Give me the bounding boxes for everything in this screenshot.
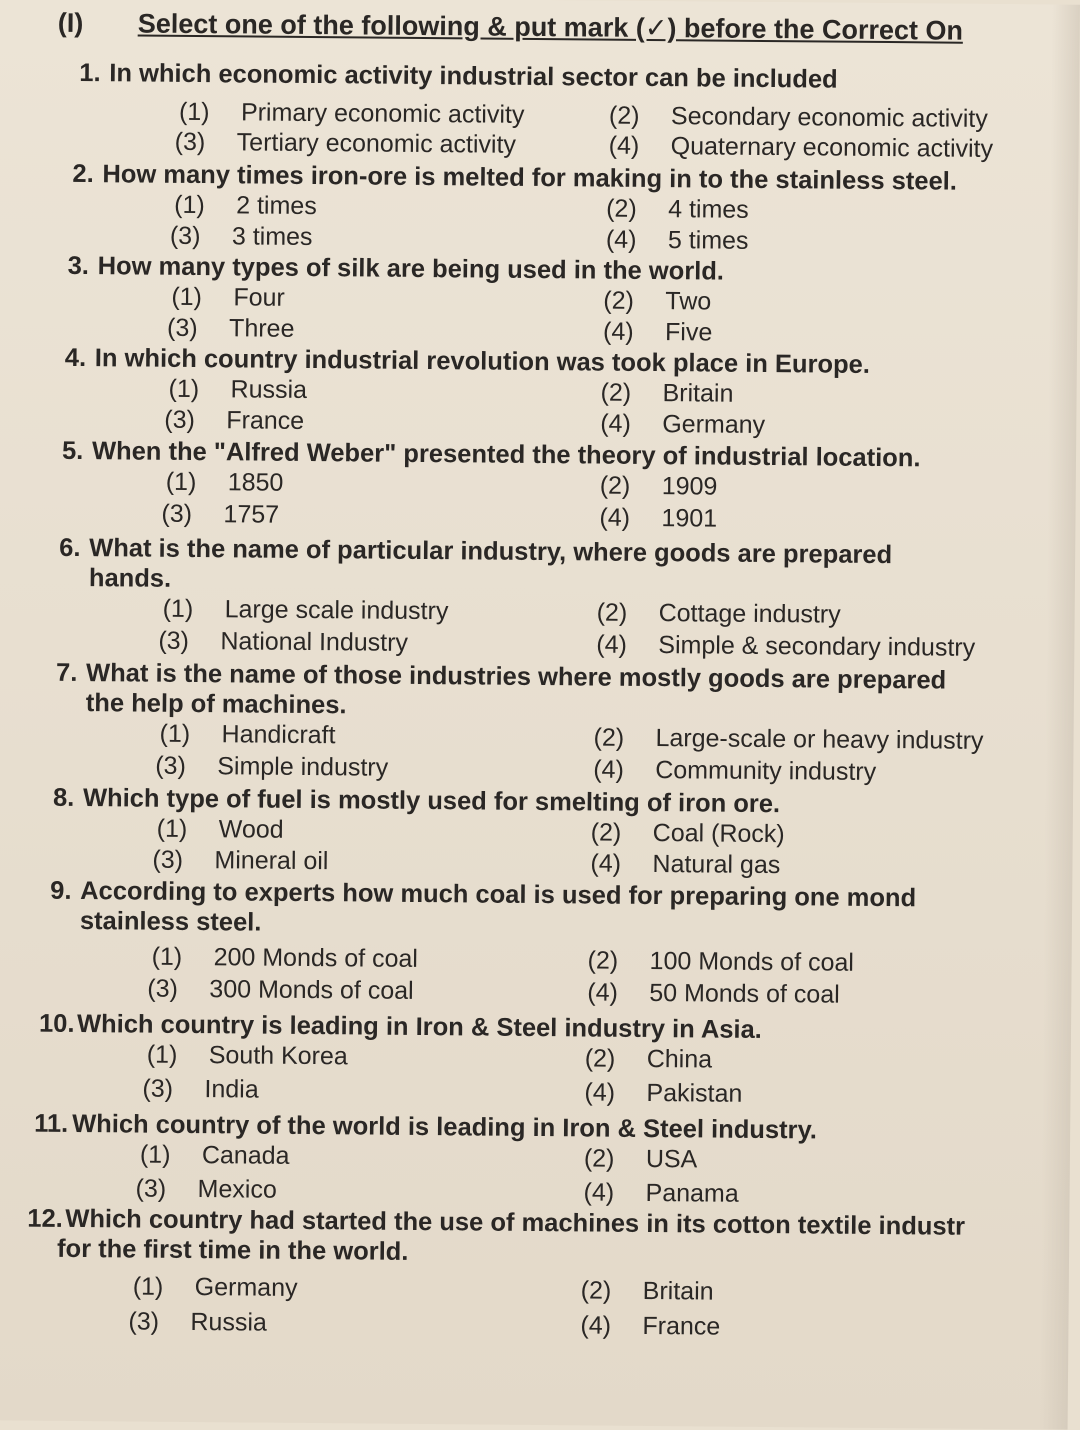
option-number: (3) <box>155 751 186 780</box>
option-label: Russia <box>190 1308 267 1337</box>
option-label: Panama <box>645 1178 739 1208</box>
option-number: (3) <box>158 626 190 655</box>
option-label: India <box>204 1075 259 1104</box>
option-number: (4) <box>590 849 622 878</box>
option-label: Germany <box>194 1273 298 1302</box>
answer-option[interactable] <box>164 405 304 436</box>
option-label: Three <box>229 314 295 343</box>
question-number: 9. <box>50 876 72 905</box>
option-number: (2) <box>587 946 619 975</box>
answer-option[interactable] <box>609 101 988 134</box>
question-stem-continued: for the first time in the world. <box>56 1234 409 1266</box>
question-text <box>0 158 1059 197</box>
option-number: (3) <box>174 127 206 157</box>
option-number: (4) <box>602 317 634 346</box>
answer-option[interactable] <box>583 1177 738 1208</box>
answer-option[interactable] <box>591 817 785 849</box>
option-label: 200 Monds of coal <box>213 943 419 973</box>
answer-option[interactable] <box>155 751 388 783</box>
answer-option[interactable] <box>159 719 335 751</box>
answer-option[interactable] <box>175 127 516 160</box>
option-label: Two <box>665 287 712 316</box>
option-label: Mexico <box>197 1175 277 1204</box>
option-label: National Industry <box>220 627 409 657</box>
answer-option[interactable] <box>597 598 841 630</box>
question-stem: How many times iron-ore is melted for making in to the stainless steel. <box>102 160 958 196</box>
answer-option[interactable] <box>152 942 419 974</box>
option-label: Natural gas <box>652 850 781 880</box>
option-label: USA <box>645 1144 698 1174</box>
answer-option[interactable] <box>584 1143 698 1174</box>
question-stem: When the "Alfred Weber" presented the theory of industrial location. <box>91 437 921 473</box>
question-number: 11. <box>34 1109 69 1138</box>
option-number: (3) <box>128 1307 160 1336</box>
question-number: 7. <box>55 658 78 687</box>
option-number: (2) <box>580 1276 612 1305</box>
question-text <box>0 435 1056 474</box>
option-label: 300 Monds of coal <box>209 975 414 1005</box>
option-number: (2) <box>600 378 632 407</box>
option-label: France <box>642 1311 721 1341</box>
option-label: Cottage industry <box>658 599 841 629</box>
option-label: Primary economic activity <box>240 98 525 129</box>
answer-option[interactable] <box>606 194 749 225</box>
option-label: Canada <box>201 1141 290 1170</box>
option-label: 4 times <box>668 195 749 224</box>
answer-option[interactable] <box>128 1306 267 1337</box>
option-number: (2) <box>603 286 635 315</box>
answer-option[interactable] <box>152 845 328 877</box>
option-label: 5 times <box>667 226 749 255</box>
question-stem: Which country of the world is leading in Iron & Steel industry. <box>72 1109 818 1145</box>
question-item <box>0 1108 1050 1208</box>
question-stem: According to experts how much coal is used for preparing one mond <box>80 877 917 913</box>
option-label: Large scale industry <box>224 595 449 626</box>
option-number: (2) <box>584 1044 616 1073</box>
question-item <box>0 1008 1051 1108</box>
option-label: Britain <box>642 1276 714 1306</box>
question-item <box>0 875 1052 1009</box>
option-label: Tertiary economic activity <box>236 128 517 159</box>
question-stem-continued: the help of machines. <box>85 689 347 720</box>
option-number: (4) <box>605 225 637 254</box>
question-text <box>0 57 1059 96</box>
question-stem: Which country had started the use of machines in its cotton textile industr <box>65 1204 966 1241</box>
section-number: (I) <box>57 7 84 39</box>
answer-option[interactable] <box>133 1271 298 1302</box>
question-item <box>0 435 1056 533</box>
option-label: Germany <box>662 410 766 439</box>
answer-option[interactable] <box>584 1077 742 1108</box>
question-stem: In which country industrial revolution was took place in Europe. <box>94 344 870 379</box>
question-item <box>0 342 1057 439</box>
option-label: Wood <box>218 815 284 844</box>
answer-option[interactable] <box>580 1310 720 1341</box>
option-label: 1901 <box>661 504 718 533</box>
question-item <box>0 57 1059 163</box>
option-number: (1) <box>139 1140 171 1169</box>
answer-option[interactable] <box>585 1043 713 1074</box>
answer-option[interactable] <box>135 1174 276 1205</box>
option-label: Four <box>233 283 285 312</box>
answer-option[interactable] <box>587 977 840 1009</box>
option-number: (3) <box>164 405 196 435</box>
answer-option[interactable] <box>587 945 854 977</box>
option-label: 100 Monds of coal <box>649 946 855 977</box>
section-instruction: Select one of the following & put mark (✓) before the Correct On <box>137 8 964 46</box>
answer-option[interactable] <box>147 974 414 1006</box>
option-number: (4) <box>580 1311 612 1340</box>
option-label: 3 times <box>231 222 313 252</box>
question-number: 6. <box>59 533 81 563</box>
question-item <box>0 1203 1049 1341</box>
option-number: (4) <box>608 131 640 160</box>
question-stem: Which type of fuel is mostly used for smelting of iron ore. <box>82 784 781 819</box>
option-number: (2) <box>608 101 640 130</box>
option-number: (1) <box>159 719 191 748</box>
question-number: 3. <box>67 251 90 281</box>
answer-option[interactable] <box>147 1040 348 1072</box>
question-item <box>0 532 1055 662</box>
answer-option[interactable] <box>599 503 717 534</box>
answer-option[interactable] <box>140 1140 290 1171</box>
option-number: (3) <box>161 499 193 528</box>
option-number: (3) <box>169 221 201 251</box>
option-number: (4) <box>600 409 631 438</box>
option-label: Russia <box>230 375 308 404</box>
option-label: 2 times <box>236 191 317 221</box>
option-label: Coal (Rock) <box>652 819 785 849</box>
section-header <box>58 8 1068 48</box>
answer-option[interactable] <box>167 313 295 344</box>
option-label: South Korea <box>208 1041 348 1071</box>
option-number: (2) <box>599 471 631 500</box>
option-label: Five <box>664 318 713 347</box>
question-stem: How many types of silk are being used in the world. <box>97 252 725 286</box>
option-label: 1757 <box>223 500 280 529</box>
option-number: (1) <box>178 97 210 127</box>
option-label: Britain <box>662 379 734 408</box>
answer-option[interactable] <box>609 131 994 164</box>
option-label: Quaternary economic activity <box>670 132 994 163</box>
question-stem: What is the name of those industries where mostly goods are prepared <box>85 659 947 695</box>
question-item <box>0 657 1054 786</box>
option-number: (4) <box>593 755 624 784</box>
option-number: (3) <box>147 974 179 1003</box>
answer-option[interactable] <box>157 814 284 845</box>
question-number: 4. <box>64 343 87 373</box>
question-number: 1. <box>79 58 101 88</box>
answer-option[interactable] <box>158 626 408 658</box>
option-number: (3) <box>135 1174 167 1203</box>
question-number: 10. <box>38 1009 75 1038</box>
answer-option[interactable] <box>596 630 975 663</box>
question-stem: Which country is leading in Iron & Steel industry in Asia. <box>76 1009 762 1044</box>
question-item <box>0 782 1053 880</box>
option-number: (4) <box>599 503 631 532</box>
option-label: Large-scale or heavy industry <box>655 724 984 755</box>
answer-option[interactable] <box>603 286 711 317</box>
option-number: (4) <box>587 978 619 1007</box>
option-number: (2) <box>593 723 625 752</box>
option-number: (1) <box>168 374 200 404</box>
question-text <box>0 342 1057 381</box>
question-stem-continued: stainless steel. <box>79 907 262 937</box>
option-label: Handicraft <box>221 720 336 750</box>
question-stem: In which economic activity industrial sector can be included <box>109 59 838 94</box>
question-stem-continued: hands. <box>88 564 172 593</box>
option-number: (2) <box>596 598 628 627</box>
answer-option[interactable] <box>166 467 284 498</box>
option-number: (2) <box>606 194 637 223</box>
option-number: (1) <box>151 942 183 971</box>
option-number: (2) <box>583 1144 615 1173</box>
answer-option[interactable] <box>581 1275 714 1306</box>
question-item <box>0 158 1059 255</box>
option-number: (2) <box>590 818 622 847</box>
answer-option[interactable] <box>179 97 525 130</box>
option-number: (1) <box>146 1040 178 1069</box>
answer-option[interactable] <box>593 722 983 755</box>
answer-option[interactable] <box>142 1074 258 1105</box>
question-number: 12. <box>27 1204 63 1233</box>
option-number: (4) <box>584 1078 616 1107</box>
option-label: 1850 <box>227 468 284 497</box>
option-number: (1) <box>174 190 205 220</box>
option-label: 50 Monds of coal <box>649 978 840 1009</box>
answer-option[interactable] <box>174 190 317 221</box>
answer-option[interactable] <box>600 409 765 440</box>
question-stem: What is the name of particular industry, where goods are prepared <box>89 534 893 570</box>
option-label: France <box>226 406 305 435</box>
option-label: Pakistan <box>646 1078 743 1108</box>
option-number: (1) <box>156 814 188 843</box>
question-number: 5. <box>61 436 84 466</box>
answer-option[interactable] <box>600 378 733 409</box>
option-label: Community industry <box>655 756 877 786</box>
answer-option[interactable] <box>606 225 749 256</box>
answer-option[interactable] <box>163 594 449 626</box>
option-label: Simple & secondary industry <box>658 631 976 662</box>
option-number: (1) <box>171 282 203 312</box>
option-number: (3) <box>152 845 184 874</box>
option-number: (4) <box>583 1178 615 1207</box>
option-number: (3) <box>167 313 198 343</box>
option-number: (3) <box>142 1074 174 1103</box>
answer-option[interactable] <box>600 471 718 502</box>
option-number: (1) <box>132 1272 164 1301</box>
option-label: 1909 <box>661 472 718 501</box>
answer-option[interactable] <box>168 374 307 405</box>
question-number: 2. <box>72 159 94 189</box>
question-item <box>0 250 1058 347</box>
answer-option[interactable] <box>171 282 285 313</box>
option-label: Mineral oil <box>214 846 329 876</box>
option-label: Secondary economic activity <box>670 102 988 133</box>
option-label: China <box>646 1044 713 1074</box>
option-number: (1) <box>162 594 194 623</box>
option-number: (1) <box>165 467 197 497</box>
answer-option[interactable] <box>593 754 876 786</box>
page-edge-shadow <box>1040 4 1080 1429</box>
answer-option[interactable] <box>603 317 712 348</box>
answer-option[interactable] <box>161 499 279 530</box>
option-label: Simple industry <box>217 752 389 782</box>
answer-option[interactable] <box>590 848 780 880</box>
question-text <box>0 250 1058 289</box>
option-number: (4) <box>596 630 628 659</box>
question-number: 8. <box>52 783 75 812</box>
answer-option[interactable] <box>170 221 313 252</box>
